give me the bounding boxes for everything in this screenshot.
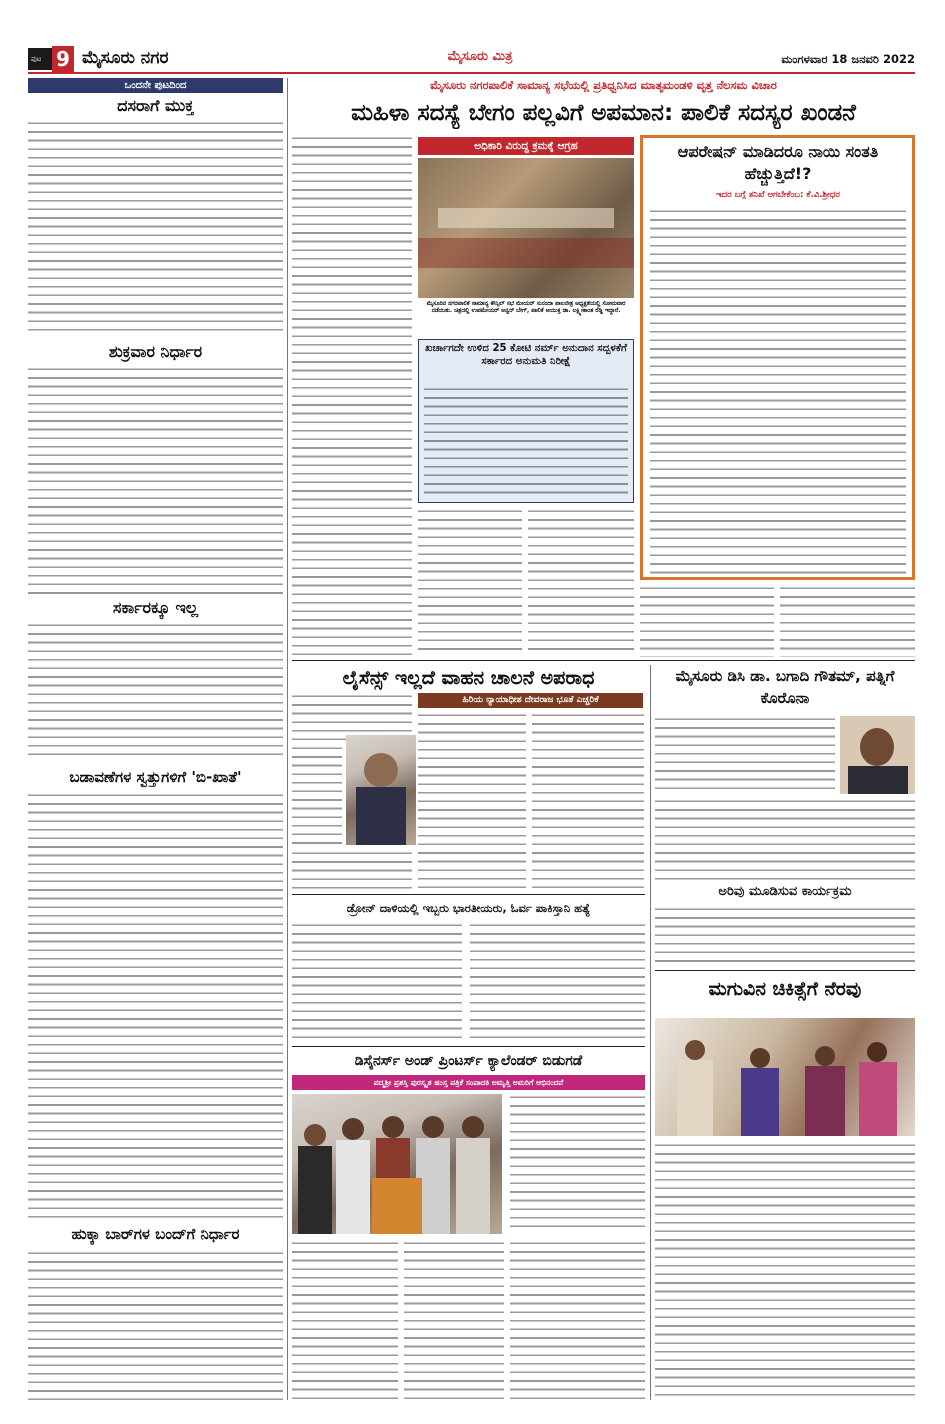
section-title: ಮೈಸೂರು ನಗರ [82, 48, 169, 68]
drone-body-col1 [292, 922, 462, 1042]
left-heading-govt: ಸರ್ಕಾರಕ್ಕೂ ಇಲ್ಲ [112, 598, 199, 617]
calendar-headline: ಡಿಸೈನರ್ಸ್ ಅಂಡ್ ಪ್ರಿಂಟರ್ಸ್ ಕ್ಯಾಲೆಂಡರ್ ಬಿಡುಗಡೆ [354, 1053, 583, 1069]
left-heading-hookah: ಹುಕ್ಕಾ ಬಾರ್‌ಗಳ ಬಂದ್‌ಗೆ ನಿರ್ಧಾರ [71, 1225, 240, 1243]
license-subhead: ಹಿರಿಯ ನ್ಯಾಯಾಧೀಶ ದೇವರಾಜ ಭೂತೆ ಎಚ್ಚರಿಕೆ [418, 693, 643, 708]
lead-body-right-col2 [780, 585, 915, 657]
license-body-col1c [292, 850, 412, 890]
page-number: 9 [52, 46, 74, 72]
dc-body-b [655, 798, 915, 880]
left-kicker: ಒಂದನೇ ಪುಟದಿಂದ [28, 78, 283, 93]
awareness-body [655, 906, 915, 966]
calendar-subhead: ಪದ್ಮಶ್ರೀ ಪ್ರಶಸ್ತಿ ಪುರಸ್ಕೃತ ಹಂಸ್ತ ಪತ್ರಿಕೆ ಸಂಪಾದಕಿ ಅಮೃತ್ತಿ ಅಮರಿಗೆ ಅಭಿನಂದನೆ [292, 1075, 645, 1090]
left-column-divider [287, 78, 288, 1400]
operation-body [650, 208, 906, 574]
operation-headline: ಆಪರೇಷನ್ ಮಾಡಿದರೂ ನಾಯಿ ಸಂತತಿ ಹೆಚ್ಚುತ್ತಿದೆ!? [677, 142, 879, 183]
calendar-release-photo [292, 1094, 502, 1234]
dc-portrait-photo [840, 716, 915, 794]
drone-body-col2 [470, 922, 645, 1042]
left-heading-dasara: ದಸರಾಗೆ ಮುಕ್ತ [117, 96, 194, 115]
lead-subhead: ಅಧಿಕಾರಿ ವಿರುದ್ಧ ಕ್ರಮಕ್ಕೆ ಆಗ್ರಹ [418, 137, 634, 155]
license-body-col3 [532, 712, 644, 890]
license-body-col2 [418, 712, 526, 890]
calendar-body-col3 [404, 1240, 504, 1400]
masthead-rule [28, 72, 915, 74]
drone-headline: ಡ್ರೋನ್ ದಾಳಿಯಲ್ಲಿ ಇಬ್ಬರು ಭಾರತೀಯರು, ಓರ್ವ ಪಾಕಿಸ್ತಾನಿ ಹತ್ಯೆ [346, 901, 591, 915]
operation-subhead: ಇದರ ಬಗ್ಗೆ ತನಿಖೆ ಆಗಬೇಕೆಂಬ: ಕೆ.ವಿ.ಶ್ರೀಧರ [716, 190, 840, 200]
child-body [655, 1142, 915, 1400]
nurm-inset-body [424, 386, 628, 498]
child-top-rule [655, 970, 915, 972]
drone-top-rule [292, 894, 645, 896]
lead-bottom-rule [292, 660, 915, 662]
dc-headline: ಮೈಸೂರು ಡಿಸಿ ಡಾ. ಬಗಾದಿ ಗೌತಮ್, ಪತ್ನಿಗೆ ಕೊರೊನಾ [675, 667, 895, 707]
council-meeting-photo [418, 158, 634, 298]
judge-speaking-photo [346, 735, 416, 845]
calendar-body-col2 [292, 1240, 398, 1400]
left-body-1 [28, 120, 283, 335]
lead-headline: ಮಹಿಳಾ ಸದಸ್ಯೆ ಬೇಗಂ ಪಲ್ಲವಿಗೆ ಅಪಮಾನ: ಪಾಲಿಕೆ ಸದಸ್ಯರ ಖಂಡನೆ [351, 100, 856, 126]
lead-body-col2 [418, 508, 522, 656]
left-body-5 [28, 1250, 283, 1400]
left-body-4 [28, 792, 283, 1220]
dc-body-a [655, 716, 835, 794]
right-column-divider [650, 665, 651, 1400]
calendar-body-col1 [510, 1094, 645, 1234]
license-body-col1b [292, 745, 342, 845]
left-heading-friday: ಶುಕ್ರವಾರ ನಿರ್ಧಾರ [108, 342, 203, 361]
lead-kicker: ಮೈಸೂರು ನಗರಪಾಲಿಕೆ ಸಾಮಾನ್ಯ ಸಭೆಯಲ್ಲಿ ಪ್ರತಿಧ್ವನಿಸಿದ ಮಾತೃಮಂಡಳಿ ವೃತ್ತ ನೆಲಸಮ ವಿಚಾರ [430, 78, 777, 92]
lead-body-col3 [528, 508, 634, 656]
page-date: ಮಂಗಳವಾರ 18 ಜನವರಿ 2022 [781, 52, 915, 66]
nurm-inset-headline: ಖರ್ಚಾಗದೇ ಉಳಿದ 25 ಕೋಟಿ ನರ್ಮ್ ಅನುದಾನ ಸದ್ಬಳಕೆಗೆ ಸರ್ಕಾರದ ಅನುಮತಿ ನಿರೀಕ್ಷೆ [425, 343, 627, 367]
left-body-3 [28, 622, 283, 762]
left-heading-bkhata: ಬಡಾವಣೆಗಳ ಸ್ವತ್ತುಗಳಿಗೆ 'ಬಿ-ಖಾತೆ' [69, 768, 242, 786]
awareness-headline: ಅರಿವು ಮೂಡಿಸುವ ಕಾರ್ಯಕ್ರಮ [718, 884, 852, 899]
child-headline: ಮಗುವಿನ ಚಿಕಿತ್ಸೆಗೆ ನೆರವು [708, 978, 862, 1000]
lead-body-right-col1 [640, 585, 774, 657]
lead-photo-caption: ಮೈಸೂರಿನ ನಗರಪಾಲಿಕೆ ಸಾಮಾನ್ಯ ಕೌನ್ಸಿಲ್ ಸಭೆ ಮೇಯರ್ ಸುನಂದಾ ಪಾಲನೇತ್ರ ಅಧ್ಯಕ್ಷತೆಯಲ್ಲಿ ಸೋಮವಾರ ನಡೆಯಿತು. ಚಿತ್ರದಲ್ಲಿ ಉಪಮೇಯರ್ ಅನ್ವರ್ ಬೇಗ್, ಪಾಲಿಕೆ ಆಯುಕ್ತ ಡಾ. ಲಕ್ಷ್ಮೀಕಾಂತ ರೆಡ್ಡಿ ಇದ್ದಾರೆ. [426, 301, 626, 315]
calendar-top-rule [292, 1046, 645, 1048]
license-headline: ಲೈಸೆನ್ಸ್ ಇಲ್ಲದೆ ವಾಹನ ಚಾಲನೆ ಅಪರಾಧ [342, 667, 595, 689]
child-aid-photo [655, 1018, 915, 1136]
page-number-box [28, 48, 52, 70]
paper-name: ಮೈಸೂರು ಮಿತ್ರ [447, 49, 513, 64]
lead-body-col1 [292, 135, 412, 655]
left-body-2 [28, 366, 283, 594]
calendar-body-col4 [510, 1240, 645, 1400]
page-label: ಪುಟ [31, 55, 42, 63]
